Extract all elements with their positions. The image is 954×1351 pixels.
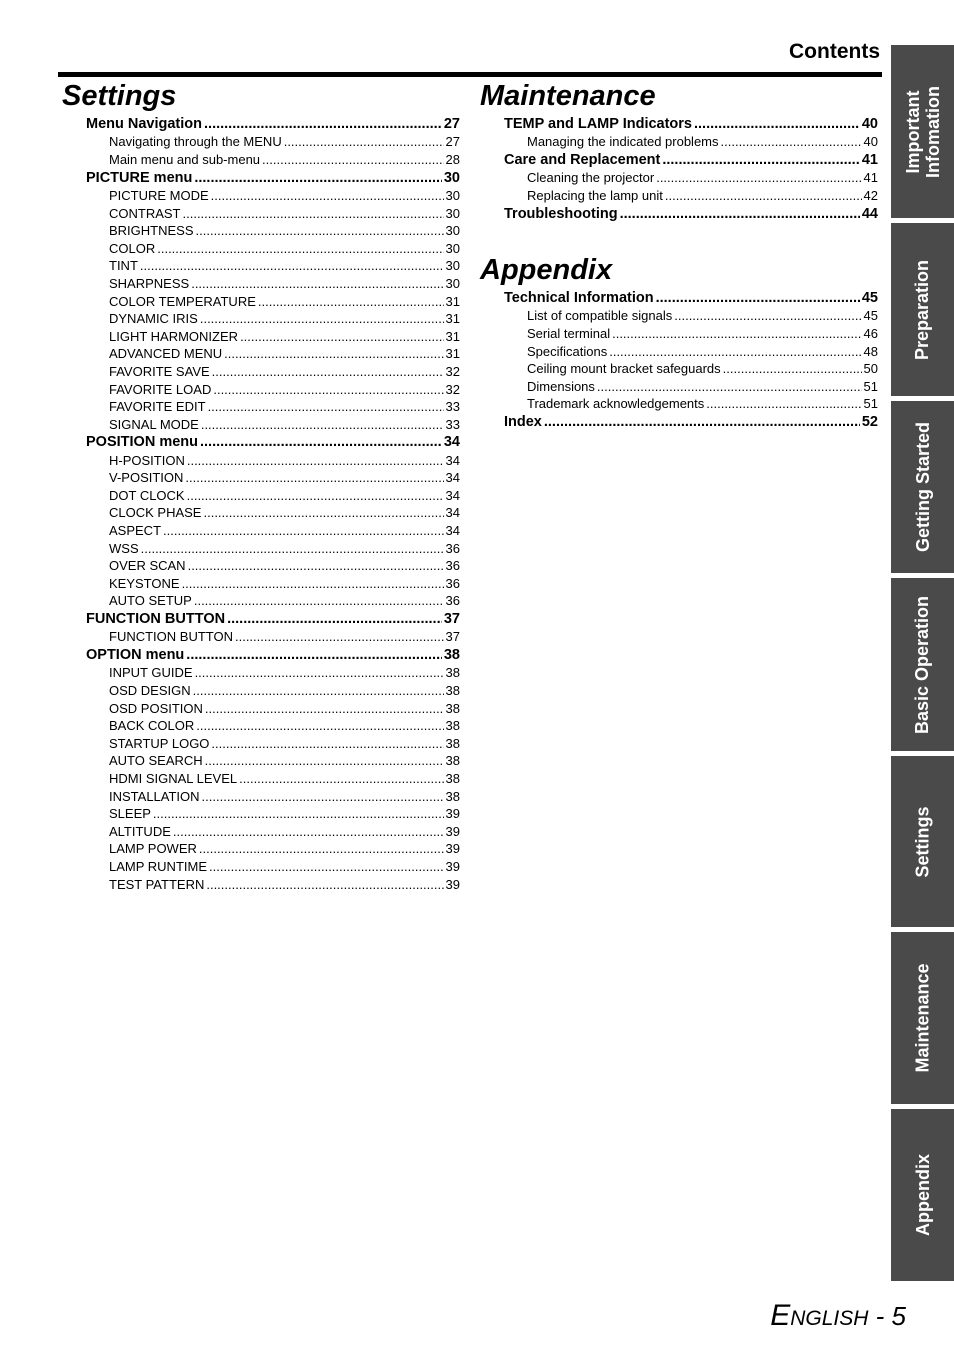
toc-sub-entry[interactable] [86,592,460,610]
toc-entry-label: OPTION menu [86,647,185,663]
toc-sub-entry[interactable] [86,187,460,205]
toc-sub-entry[interactable] [504,343,878,361]
tab-settings[interactable] [891,756,954,927]
toc-entry-label: BACK COLOR [109,718,195,734]
toc-entry-label: LIGHT HARMONIZER [109,328,239,344]
toc-entry-label: Cleaning the projector [527,170,655,186]
toc-leader-dots [204,115,442,133]
toc-leader-dots [597,378,862,396]
toc-leader-dots [284,133,444,151]
toc-leader-dots [656,169,861,187]
toc-sub-entry[interactable] [86,717,460,735]
toc-page-number: 36 [445,593,460,609]
toc-leader-dots [183,205,444,223]
toc-sub-entry[interactable] [86,504,460,522]
toc-sub-entry[interactable] [86,700,460,718]
toc-entry-label: OSD POSITION [109,700,203,716]
toc-page-number: 40 [861,116,878,132]
toc-entry-label: Index [504,413,542,430]
toc-sub-entry[interactable] [86,222,460,240]
toc-sub-entry[interactable] [86,257,460,275]
toc-entry-label: INPUT GUIDE [109,665,193,681]
toc-entry-label: DYNAMIC IRIS [109,311,198,327]
toc-entry-label: BRIGHTNESS [109,223,194,239]
toc-leader-dots [200,433,442,451]
toc-page-number: 39 [445,841,460,857]
toc-leader-dots [201,416,444,434]
toc-page-number: 33 [445,399,460,415]
toc-sub-entry[interactable] [504,187,878,205]
toc-leader-dots [153,805,444,823]
toc-leader-dots [723,360,862,378]
toc-leader-dots [662,151,860,169]
toc-sub-entry[interactable] [86,275,460,293]
toc-page-number: 52 [861,413,878,430]
toc-entry-label: OSD DESIGN [109,682,191,698]
toc-page-number: 50 [863,361,878,377]
toc-page-number: 38 [445,665,460,681]
toc-leader-dots [173,823,444,841]
toc-sub-entry[interactable] [86,328,460,346]
toc-leader-dots [186,646,442,664]
toc-entry-label: Technical Information [504,289,654,306]
toc-entry-label: ASPECT [109,523,162,539]
toc-page-number: 30 [445,275,460,291]
toc-leader-dots [182,575,444,593]
toc-leader-dots [141,540,444,558]
toc-page-number: 39 [445,858,460,874]
toc-page-number: 30 [445,240,460,256]
toc-leader-dots [620,205,860,223]
toc-page-number: 39 [445,876,460,892]
toc-sub-entry[interactable] [86,310,460,328]
toc-sub-entry[interactable] [86,682,460,700]
toc-entry-label: INSTALLATION [109,788,200,804]
toc-sub-entry[interactable] [86,151,460,169]
toc-leader-dots [609,343,861,361]
toc-heading-entry[interactable] [86,646,460,664]
toc-page-number: 28 [445,151,460,167]
toc-entry-label: COLOR [109,240,156,256]
toc-page-number: 44 [861,205,878,222]
toc-entry-label: H-POSITION [109,452,185,468]
toc-page-number: 42 [863,187,878,203]
toc-sub-entry[interactable] [86,398,460,416]
toc-entry-label: Replacing the lamp unit [527,187,663,203]
toc-page-number: 34 [445,523,460,539]
toc-entry-label: DOT CLOCK [109,487,185,503]
toc-leader-dots [187,452,444,470]
toc-leader-dots [208,398,444,416]
toc-page-number: 34 [443,434,460,451]
toc-sub-entry[interactable] [86,522,460,540]
toc-sub-entry[interactable] [86,735,460,753]
toc-leader-dots [694,115,860,133]
toc-leader-dots [205,700,444,718]
toc-page-number: 51 [863,378,878,394]
toc-leader-dots [203,504,443,522]
toc-page-number: 34 [445,470,460,486]
footer-language-initial: E [770,1299,791,1332]
toc-entry-label: FUNCTION BUTTON [86,611,226,628]
toc-page-number: 38 [445,753,460,769]
toc-page-number: 39 [445,806,460,822]
toc-heading-entry[interactable] [86,115,460,133]
toc-page-number: 38 [445,770,460,786]
toc-entry-label: POSITION menu [86,434,198,451]
tab-important-infomation[interactable] [891,45,954,218]
toc-leader-dots [185,469,443,487]
toc-page-number: 41 [863,170,878,186]
toc-heading-entry[interactable] [86,169,460,187]
toc-leader-dots [544,413,860,431]
toc-leader-dots [194,169,442,187]
toc-entry-label: OVER SCAN [109,558,186,574]
toc-sub-entry[interactable] [86,628,460,646]
toc-page-number: 48 [863,343,878,359]
toc-heading-entry[interactable] [504,205,878,223]
toc-page-number: 51 [863,396,878,412]
toc-page-number: 45 [863,308,878,324]
toc-heading-entry[interactable] [504,413,878,431]
toc-sub-entry[interactable] [86,240,460,258]
tab-label: Preparation [912,259,933,360]
toc-page-number: 30 [445,205,460,221]
tab-preparation[interactable] [891,223,954,396]
toc-page-number: 27 [445,134,460,150]
tab-maintenance[interactable] [891,932,954,1104]
appendix-block [480,252,878,431]
toc-page-number: 32 [445,363,460,379]
tab-label: Maintenance [912,963,933,1073]
tab-basic-operation[interactable] [891,578,954,751]
toc-entry-label: FAVORITE LOAD [109,381,212,397]
toc-sub-entry[interactable] [504,395,878,413]
toc-leader-dots [195,664,444,682]
toc-heading-entry[interactable] [504,115,878,133]
toc-entry-label: PICTURE MODE [109,187,209,203]
section-title-maintenance: Maintenance [480,80,656,112]
toc-leader-dots [212,363,444,381]
footer-language-rest: NGLISH [790,1307,869,1330]
toc-entry-label: Troubleshooting [504,205,618,222]
toc-entry-label: SHARPNESS [109,275,190,291]
toc-entry-label: TEST PATTERN [109,876,205,892]
toc-sub-entry[interactable] [86,664,460,682]
toc-entry-label: Menu Navigation [86,116,203,132]
toc-page-number: 36 [445,575,460,591]
toc-entry-label: Serial terminal [527,325,611,341]
toc-leader-dots [656,289,860,307]
toc-leader-dots [258,293,444,311]
toc-leader-dots [227,610,442,628]
toc-leader-dots [239,770,443,788]
toc-page-number: 33 [445,416,460,432]
toc-page-number: 30 [445,258,460,274]
toc-entry-label: FUNCTION BUTTON [109,629,233,645]
toc-entry-label: TEMP and LAMP Indicators [504,116,692,132]
tab-label: Basic Operation [912,595,933,734]
toc-sub-entry[interactable] [86,416,460,434]
toc-page-number: 38 [445,682,460,698]
toc-entry-label: ADVANCED MENU [109,346,223,362]
toc-leader-dots [157,240,443,258]
toc-leader-dots [188,557,444,575]
toc-leader-dots [205,752,444,770]
toc-heading-entry[interactable] [86,433,460,451]
toc-page-number: 36 [445,558,460,574]
toc-entry-label: Ceiling mount bracket safeguards [527,361,721,377]
toc-leader-dots [202,788,444,806]
maintenance-appendix-column [480,78,878,431]
toc-sub-entry[interactable] [86,752,460,770]
toc-sub-entry[interactable] [86,876,460,894]
tab-label: Important Infomation [902,85,943,178]
toc-sub-entry[interactable] [86,805,460,823]
toc-sub-entry[interactable] [504,133,878,151]
section-title-settings: Settings [62,80,177,112]
toc-leader-dots [665,187,862,205]
toc-sub-entry[interactable] [86,575,460,593]
toc-sub-entry[interactable] [86,452,460,470]
toc-entry-label: List of compatible signals [527,308,673,324]
toc-entry-label: PICTURE menu [86,169,193,186]
toc-entry-label: V-POSITION [109,470,184,486]
toc-leader-dots [211,735,443,753]
toc-sub-entry[interactable] [504,360,878,378]
toc-sub-entry[interactable] [504,325,878,343]
tab-label: Getting Started [912,421,933,553]
toc-sub-entry[interactable] [504,307,878,325]
toc-leader-dots [224,345,443,363]
toc-leader-dots [199,840,444,858]
toc-leader-dots [206,876,443,894]
toc-sub-entry[interactable] [86,205,460,223]
toc-page-number: 31 [445,346,460,362]
maintenance-toc [480,115,878,223]
toc-leader-dots [187,487,444,505]
toc-entry-label: TINT [109,258,138,274]
toc-leader-dots [193,682,444,700]
toc-entry-label: COLOR TEMPERATURE [109,293,256,309]
toc-leader-dots [200,310,444,328]
toc-leader-dots [163,522,444,540]
toc-page-number: 32 [445,381,460,397]
toc-sub-entry[interactable] [86,858,460,876]
toc-heading-entry[interactable] [504,289,878,307]
toc-entry-label: FAVORITE EDIT [109,399,206,415]
toc-entry-label: WSS [109,540,139,556]
tab-getting-started[interactable] [891,401,954,573]
toc-leader-dots [194,592,444,610]
header-rule [58,72,882,77]
toc-entry-label: Care and Replacement [504,151,661,168]
toc-sub-entry[interactable] [86,381,460,399]
toc-page-number: 30 [445,187,460,203]
toc-leader-dots [209,858,444,876]
toc-leader-dots [213,381,443,399]
toc-page-number: 38 [445,735,460,751]
toc-leader-dots [191,275,443,293]
toc-page-number: 45 [861,289,878,306]
settings-column [62,78,460,893]
toc-leader-dots [262,151,444,169]
toc-entry-label: ALTITUDE [109,823,171,839]
toc-page-number: 38 [445,718,460,734]
toc-entry-label: Dimensions [527,378,595,394]
toc-entry-label: Trademark acknowledgements [527,396,705,412]
toc-sub-entry[interactable] [86,557,460,575]
toc-leader-dots [211,187,444,205]
toc-leader-dots [140,257,444,275]
toc-sub-entry[interactable] [86,469,460,487]
toc-entry-label: HDMI SIGNAL LEVEL [109,770,238,786]
toc-page-number: 38 [445,700,460,716]
toc-entry-label: Managing the indicated problems [527,134,719,150]
toc-page-number: 34 [445,505,460,521]
toc-entry-label: AUTO SEARCH [109,753,203,769]
toc-sub-entry[interactable] [86,540,460,558]
toc-sub-entry[interactable] [86,487,460,505]
toc-page-number: 41 [861,151,878,168]
toc-leader-dots [721,133,862,151]
tab-label: Settings [912,805,933,878]
toc-sub-entry[interactable] [86,293,460,311]
toc-page-number: 34 [445,452,460,468]
toc-page-number: 38 [445,788,460,804]
toc-page-number: 37 [443,611,460,628]
toc-page-number: 30 [445,223,460,239]
toc-entry-label: AUTO SETUP [109,593,192,609]
page-header-title: Contents [789,40,880,63]
toc-sub-entry[interactable] [504,378,878,396]
toc-page-number: 37 [445,629,460,645]
toc-entry-label: Navigating through the MENU [109,134,282,150]
toc-entry-label: CLOCK PHASE [109,505,202,521]
toc-entry-label: Main menu and sub-menu [109,151,261,167]
toc-leader-dots [235,628,444,646]
toc-sub-entry[interactable] [86,363,460,381]
toc-entry-label: KEYSTONE [109,575,180,591]
toc-entry-label: STARTUP LOGO [109,735,210,751]
toc-leader-dots [706,395,861,413]
toc-entry-label: SLEEP [109,806,151,822]
toc-sub-entry[interactable] [86,770,460,788]
page-footer [770,1299,906,1333]
section-title-appendix: Appendix [480,253,613,286]
tab-appendix[interactable] [891,1109,954,1281]
toc-entry-label: LAMP POWER [109,841,197,857]
toc-page-number: 31 [445,328,460,344]
toc-sub-entry[interactable] [86,840,460,858]
toc-heading-entry[interactable] [504,151,878,169]
toc-entry-label: CONTRAST [109,205,181,221]
toc-page-number: 36 [445,540,460,556]
tab-label: Appendix [912,1153,933,1237]
toc-page-number: 27 [443,116,460,132]
toc-leader-dots [612,325,861,343]
toc-entry-label: Specifications [527,343,608,359]
toc-entry-label: FAVORITE SAVE [109,363,210,379]
settings-toc [62,115,460,893]
toc-page-number: 30 [443,169,460,186]
toc-page-number: 34 [445,487,460,503]
toc-sub-entry[interactable] [86,788,460,806]
toc-sub-entry[interactable] [86,133,460,151]
toc-page-number: 31 [445,311,460,327]
toc-page-number: 38 [443,647,460,663]
toc-sub-entry[interactable] [504,169,878,187]
toc-page-number: 31 [445,293,460,309]
toc-page-number: 46 [863,325,878,341]
toc-sub-entry[interactable] [86,823,460,841]
toc-leader-dots [240,328,443,346]
footer-page-number: - 5 [868,1301,906,1331]
toc-leader-dots [196,717,443,735]
toc-leader-dots [674,307,861,325]
toc-page-number: 40 [863,134,878,150]
toc-page-number: 39 [445,823,460,839]
toc-entry-label: SIGNAL MODE [109,416,199,432]
toc-leader-dots [196,222,444,240]
toc-entry-label: LAMP RUNTIME [109,858,207,874]
toc-heading-entry[interactable] [86,610,460,628]
appendix-toc [480,289,878,431]
toc-sub-entry[interactable] [86,345,460,363]
